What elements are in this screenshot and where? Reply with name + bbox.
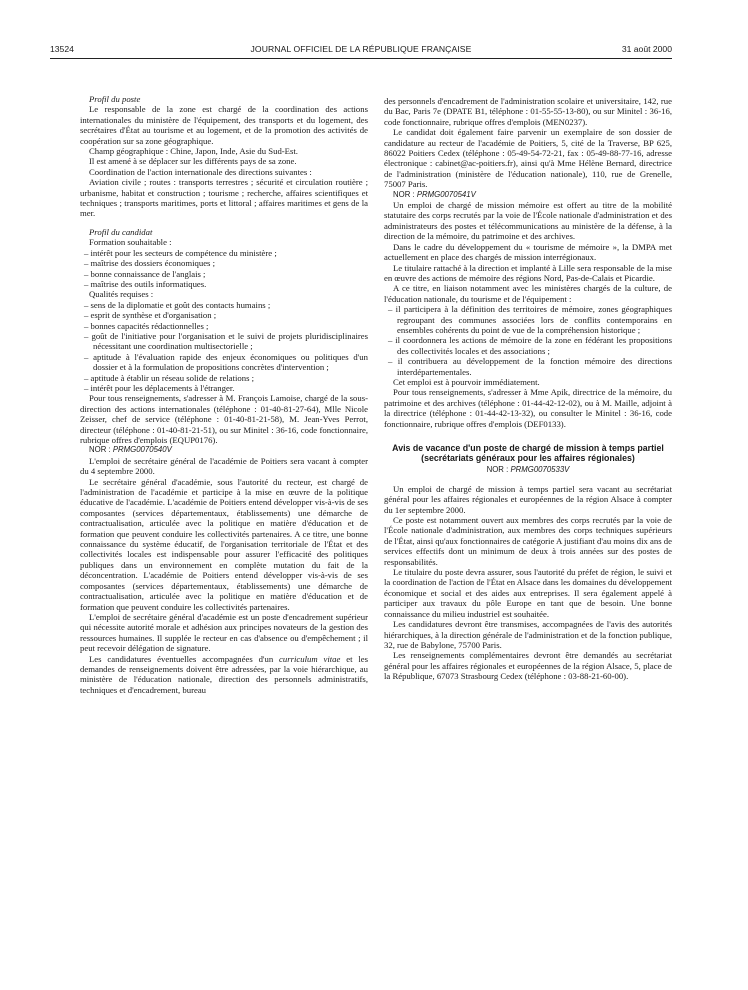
paragraph: Cet emploi est à pourvoir immédiatement. xyxy=(393,376,540,387)
list-item: – bonnes capacités rédactionnelles ; xyxy=(84,320,209,331)
paragraph: Dans le cadre du développement du « tourisme de mémoire », la DMPA met actuellement en place des chargés de mission interrégionaux. xyxy=(384,241,672,263)
issue-date: 31 août 2000 xyxy=(621,44,672,54)
text-run: et les demandes de renseignements doivent être adressées, par la voie hiérarchique, au ministère de l'éducation nationale, direction des personnels administratifs, techniques et d'encadrement, bureau xyxy=(80,653,368,695)
header-rule xyxy=(50,58,672,59)
list-item: – esprit de synthèse et d'organisation ; xyxy=(84,310,217,321)
list-item: – maîtrise des dossiers économiques ; xyxy=(84,258,216,269)
paragraph: Pour tous renseignements, s'adresser à Mme Apik, directrice de la mémoire, du patrimoine et des archives (téléphone : 01-44-42-12-02), ou à M. Maille, adjoint à la directrice (téléphone : 01-44-42-13-32), ou consulter le Minitel : 36-16, code fonctionnaire, rubrique offres d'emplois (DEF0133). xyxy=(384,387,672,429)
text-run-italic: curriculum vitae xyxy=(279,653,341,664)
list-item: – il participera à la définition des territoires de mémoire, zones géographiques regroupant des communes associées lors de conflits contemporains en ensembles cohérents du point de vue de la compréhension historique ; xyxy=(388,304,672,335)
page-header xyxy=(50,44,672,58)
paragraph: Ce poste est notamment ouvert aux membres des corps recrutés par la voie de l'École nationale d'administration, aux membres des corps techniques supérieurs de l'État, ainsi qu'aux fonctionnaires de catégorie A justifiant d'au moins dix ans de services effectifs dont un minimum de deux à trois années sur des postes de responsabilités. xyxy=(384,515,672,567)
paragraph: Le titulaire du poste devra assurer, sous l'autorité du préfet de région, le suivi et la coordination de l'action de l'État en Alsace dans les domaines du développement économique et social et des aides aux entreprises. Il sera également appelé à participer aux travaux du pôle Europe en tant que de besoin. Une bonne connaissance du milieu industriel est souhaitée. xyxy=(384,567,672,619)
text-run: Les candidatures éventuelles accompagnées d'un xyxy=(89,653,280,664)
list-item: – sens de la diplomatie et goût des contacts humains ; xyxy=(84,299,271,310)
list-item: – aptitude à établir un réseau solide de relations ; xyxy=(84,372,255,383)
nor-code: PRMG0070541V xyxy=(416,189,476,199)
paragraph: Le secrétaire général d'académie, sous l'autorité du recteur, est chargé de l'administration de l'académie et participe à la mise en œuvre de la politique éducative de l'académie. L'académie de Poitiers entend développer vis-à-vis de ses composantes (services départementaux, établissements) une démarche de contractualisation, articulée avec la politique en matière d'éducation et de formation que peuvent conduire les collectivités partenaires. A ce titre, une bonne connaissance du système éducatif, de l'organisation territoriale de l'État et des collectivités locales est indispensable pour assurer l'efficacité des politiques publiques dans un environnement en complète mutation du fait de la déconcentration. L'académie de Poitiers entend développer vis-à-vis de ses composantes (services départementaux, établissements) une démarche de contractualisation, articulée avec la politique en matière d'éducation et de formation que peuvent conduire les collectivités partenaires. xyxy=(80,476,368,612)
list-item: – il coordonnera les actions de mémoire de la zone en fédérant les propositions des collectivités locales et des associations ; xyxy=(388,335,672,356)
section-title-profil-candidat: Profil du candidat xyxy=(89,226,153,237)
nor-code: PRMG0070533V xyxy=(510,465,570,475)
nor-prefix: NOR : xyxy=(486,465,511,475)
journal-title: JOURNAL OFFICIEL DE LA RÉPUBLIQUE FRANÇAISE xyxy=(250,44,472,54)
list-item: – intérêt pour les secteurs de compétence du ministère ; xyxy=(84,247,277,258)
paragraph: Le responsable de la zone est chargé de la coordination des actions internationales du ministère de l'équipement, des transports et du logement, des secrétaires d'État au tourisme et au logement, et de la promotion des activités de coopération sur sa zone géographique. xyxy=(80,104,368,146)
nor-reference xyxy=(80,445,368,455)
paragraph: Un emploi de chargé de mission mémoire est offert au titre de la mobilité statutaire des corps recrutés par la voie de l'École nationale d'administration et des administrateurs des postes et télécommunications au ministère de la défense, à la direction de la mémoire, du patrimoine et des archives. xyxy=(384,200,672,242)
list-item: – aptitude à l'évaluation rapide des enjeux économiques ou politiques d'un dossier et à la formulation de propositions concrètes d'intervention ; xyxy=(84,351,368,373)
nor-code: PRMG0070540V xyxy=(112,445,172,455)
list-item: – goût de l'initiative pour l'organisation et le suivi de projets pluridisciplinaires nécessitant une coordination multisectorielle ; xyxy=(84,330,368,352)
paragraph xyxy=(80,654,368,696)
paragraph: Les candidatures devront être transmises, accompagnées de l'avis des autorités hiérarchiques, à la direction générale de l'administration et de la fonction publique, 32, rue de Babylone, 75700 Paris. xyxy=(384,619,672,650)
paragraph: A ce titre, en liaison notamment avec les ministères chargés de la culture, de l'éducation nationale, du tourisme et de l'équipement : xyxy=(384,283,672,304)
right-column xyxy=(384,96,672,682)
list-title: Formation souhaitable : xyxy=(89,237,172,248)
list-item: – intérêt pour les déplacements à l'étranger. xyxy=(84,382,235,393)
paragraph: des personnels d'encadrement de l'administration scolaire et universitaire, 142, rue du Bac, Paris 7e (DPATE B1, téléphone : 01-55-55-13-80), ou sur Minitel : 36-16, code fonctionnaire, rubrique offres d'emplois (MEN0237). xyxy=(384,96,672,127)
notice-title: Avis de vacance d'un poste de chargé de mission à temps partiel (secrétariats généraux pour les affaires régionales) xyxy=(392,443,664,464)
nor-prefix: NOR : xyxy=(393,189,417,199)
list-title: Qualités requises : xyxy=(89,289,154,300)
paragraph: L'emploi de secrétaire général d'académie est un poste d'encadrement supérieur qui nécessite autorité morale et adhésion aux principes novateurs de la gestion des ressources humaines. Il supplée le recteur en cas d'absence ou d'empêchement ; il peut recevoir délégation de signature. xyxy=(80,611,368,654)
list-item: – maîtrise des outils informatiques. xyxy=(84,278,207,289)
paragraph: Le candidat doit également faire parvenir un exemplaire de son dossier de candidature au recteur de l'académie de Poitiers, 5, cité de la Traverse, BP 625, 86022 Poitiers Cedex (téléphone : 05-49-54-72-21, fax : 05-49-88-77-16, adresse électronique : cabinet@ac-poitiers.fr), ainsi qu'à Mme Hélène Bernard, directrice de l'administration (ministère de l'éducation nationale), 110, rue de Grenelle, 75007 Paris. xyxy=(384,127,672,190)
paragraph: Le titulaire rattaché à la direction et implanté à Lille sera responsable de la mise en œuvre des actions de mémoire des régions Nord, Pas-de-Calais et Picardie. xyxy=(384,262,672,283)
paragraph: Champ géographique : Chine, Japon, Inde, Asie du Sud-Est. xyxy=(89,146,298,157)
section-title-profil-poste: Profil du poste xyxy=(89,94,141,104)
list-item: – bonne connaissance de l'anglais ; xyxy=(84,268,206,279)
paragraph: Il est amené à se déplacer sur les différents pays de sa zone. xyxy=(89,156,297,167)
paragraph: L'emploi de secrétaire général de l'académie de Poitiers sera vacant à compter du 4 septembre 2000. xyxy=(80,455,368,477)
nor-reference xyxy=(384,190,672,200)
paragraph: Aviation civile ; routes : transports terrestres ; sécurité et circulation routière ; urbanisme, habitat et construction ; tourisme ; recherche, affaires scientifiques et techniques ; transports maritimes, ports et littoral ; affaires maritimes et gens de la mer. xyxy=(80,177,368,219)
paragraph: Les renseignements complémentaires devront être demandés au secrétariat général pour les affaires régionales et européennes de la région Alsace, 5, place de la République, 67073 Strasbourg Cedex (téléphone : 03-88-21-60-00). xyxy=(384,650,672,682)
list-item: – il contribuera au développement de la fonction mémoire des directions interdépartementales. xyxy=(388,356,672,377)
nor-prefix: NOR : xyxy=(89,445,113,455)
page-number: 13524 xyxy=(50,44,74,54)
left-column xyxy=(80,94,368,695)
paragraph: Pour tous renseignements, s'adresser à M. François Lamoise, chargé de la sous-direction des actions internationales (téléphone : 01-40-81-27-64), Mlle Nicole Zeisser, chef de service (téléphone : 01-40-81-21-58), M. Jean-Yves Perrot, directeur (téléphone : 01-40-81-21-51), ou sur Minitel : 36-16, code fonctionnaire, rubrique offres d'emplois (EQUP0176). xyxy=(80,393,368,445)
paragraph: Un emploi de chargé de mission à temps partiel sera vacant au secrétariat général pour les affaires régionales et européennes de la région Alsace à compter du 1er septembre 2000. xyxy=(384,483,672,515)
nor-reference xyxy=(384,465,672,475)
paragraph: Coordination de l'action internationale des directions suivantes : xyxy=(89,166,312,177)
